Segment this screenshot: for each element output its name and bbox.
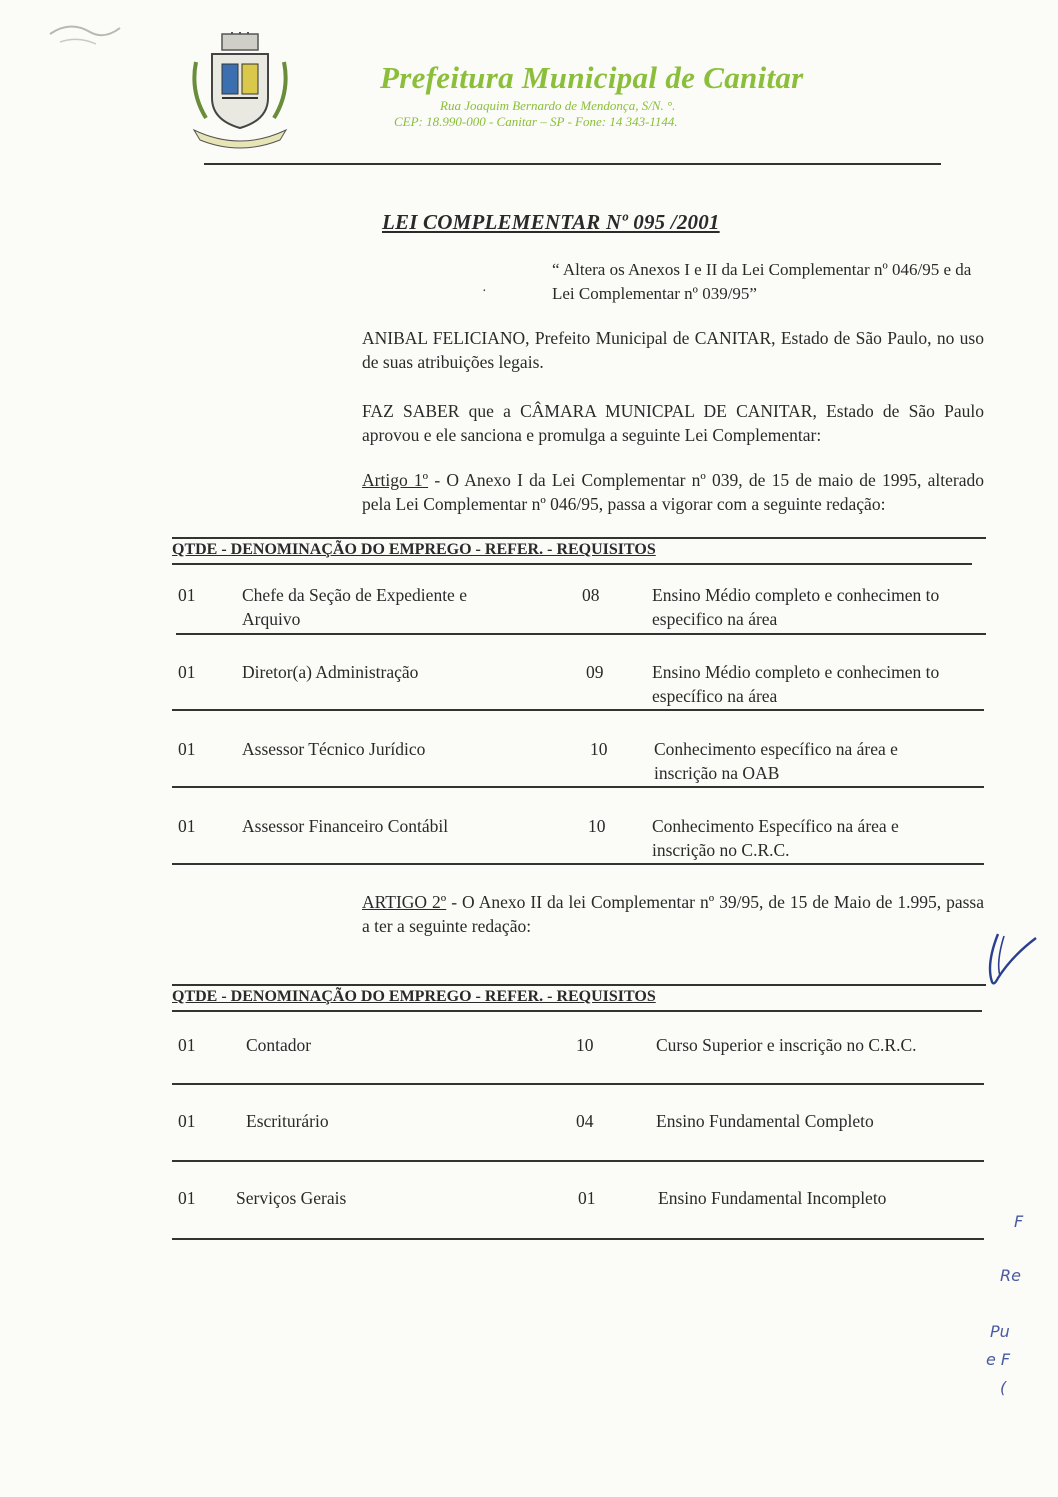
handwritten-check-mark-icon bbox=[986, 928, 1038, 988]
scan-smudge bbox=[40, 14, 130, 54]
artigo-1-label: Artigo 1º bbox=[362, 470, 429, 490]
paragraph-preamble bbox=[174, 326, 984, 374]
artigo-1-text: - O Anexo I da Lei Complementar nº 039, de 15 de maio de 1995, alterado pela Lei Complementar nº 046/95, passa a vigorar com a seguinte redação: bbox=[362, 470, 984, 514]
ementa-dot: · bbox=[482, 284, 487, 299]
header-block bbox=[380, 60, 900, 130]
paragraph-faz-saber bbox=[174, 399, 984, 447]
preamble-text: ANIBAL FELICIANO, Prefeito Municipal de CANITAR, Estado de São Paulo, no uso de suas atribuições legais. bbox=[362, 328, 984, 372]
table-2-header: QTDE - DENOMINAÇÃO DO EMPREGO - REFER. - REQUISITOS bbox=[172, 988, 656, 1005]
municipal-coat-of-arms-icon bbox=[190, 32, 290, 150]
artigo-2-label: ARTIGO 2º bbox=[362, 892, 447, 912]
table-1-header: QTDE - DENOMINAÇÃO DO EMPREGO - REFER. - REQUISITOS bbox=[172, 541, 656, 558]
ementa bbox=[482, 258, 984, 306]
ementa-text: “ Altera os Anexos I e II da Lei Complementar nº 046/95 e da Lei Complementar nº 039/95” bbox=[552, 260, 972, 303]
paragraph-artigo-1 bbox=[174, 468, 984, 516]
table-anexo-2: QTDE - DENOMINAÇÃO DO EMPREGO - REFER. - REQUISITOS 01 Contador 10 Curso Superior e inscrição no C.R.C. 01 Escriturário 04 Ensino Fundamental Completo 01 Serviços Gerais 01 Ensino Fundamental Incompleto bbox=[172, 984, 986, 1244]
org-address: Rua Joaquim Bernardo de Mendonça, S/N. °. bbox=[440, 98, 676, 113]
table-anexo-1: QTDE - DENOMINAÇÃO DO EMPREGO - REFER. - REQUISITOS 01 Chefe da Seção de Expediente e Arquivo 08 Ensino Médio completo e conhecimen to especifico na área 01 Diretor(a) Administração 09 Ensino Médio completo e conhecimen to específico na área 01 Assessor Técnico Jurídico 10 Conhecimento específico na área e inscrição na OAB 01 Assessor Financeiro Contábil 10 Conhecimento Específico na área e inscrição no C.R.C. bbox=[172, 537, 986, 867]
faz-saber-text: FAZ SABER que a CÂMARA MUNICPAL DE CANITAR, Estado de São Paulo aprovou e ele sanciona e promulga a seguinte Lei Complementar: bbox=[362, 401, 984, 445]
artigo-2-text: - O Anexo II da lei Complementar nº 39/95, de 15 de Maio de 1.995, passa a ter a seguinte redação: bbox=[362, 892, 984, 936]
law-title: LEI COMPLEMENTAR Nº 095 /2001 bbox=[382, 210, 720, 234]
paragraph-artigo-2 bbox=[174, 890, 984, 938]
org-contact: CEP: 18.990-000 - Canitar – SP - Fone: 14 343-1144. bbox=[394, 114, 678, 129]
header-divider bbox=[204, 163, 941, 165]
org-name: Prefeitura Municipal de Canitar bbox=[380, 60, 804, 95]
cropped-margin-stamp: F Re Pu e F ( bbox=[986, 1212, 1024, 1397]
